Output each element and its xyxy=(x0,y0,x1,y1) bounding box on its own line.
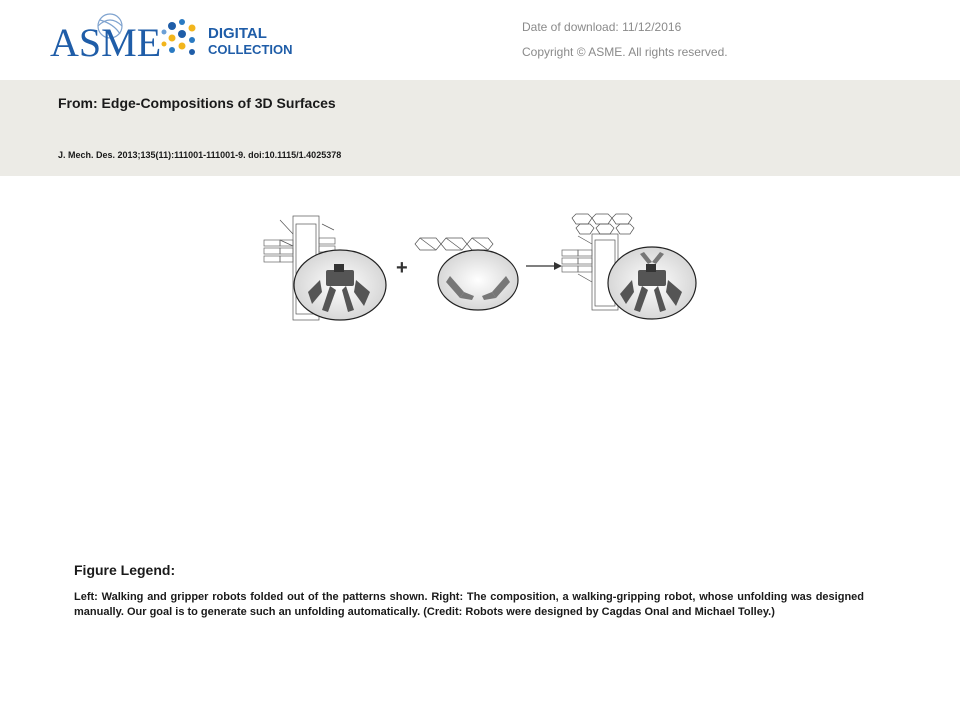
robot-composition-figure xyxy=(260,210,700,328)
gripper-pattern xyxy=(415,238,493,250)
logo-digital-text: DIGITAL xyxy=(208,25,267,42)
copyright-text: Copyright © ASME. All rights reserved. xyxy=(522,45,728,59)
logo-asme-text: ASME xyxy=(50,20,162,65)
article-title: From: Edge-Compositions of 3D Surfaces xyxy=(58,95,336,111)
walking-gripping-robot-photo xyxy=(608,247,696,319)
asme-digital-collection-logo[interactable] xyxy=(48,10,328,66)
download-label: Date of download: xyxy=(522,20,619,34)
logo-collection-text: COLLECTION xyxy=(208,42,293,57)
dots-icon xyxy=(162,19,196,55)
plus-sign: + xyxy=(396,257,408,279)
figure-legend-text: Left: Walking and gripper robots folded out of the patterns shown. Right: The composition, a walking-gripping robot, whose unfolding was designed manually. Our goal is to generate such an unfolding automatically. (Credit: Robots were designed by Cagdas Onal and Michael Tolley.) xyxy=(74,591,864,618)
download-date: 11/12/2016 xyxy=(622,20,682,34)
figure-legend-title: Figure Legend: xyxy=(74,562,176,578)
download-meta xyxy=(522,20,728,70)
walking-robot-photo xyxy=(294,250,386,320)
article-citation: J. Mech. Des. 2013;135(11):111001-111001-9. doi:10.1115/1.4025378 xyxy=(58,150,342,160)
download-date-line xyxy=(522,20,728,45)
gripper-robot-photo xyxy=(438,250,518,310)
right-arrow-icon xyxy=(526,262,562,270)
